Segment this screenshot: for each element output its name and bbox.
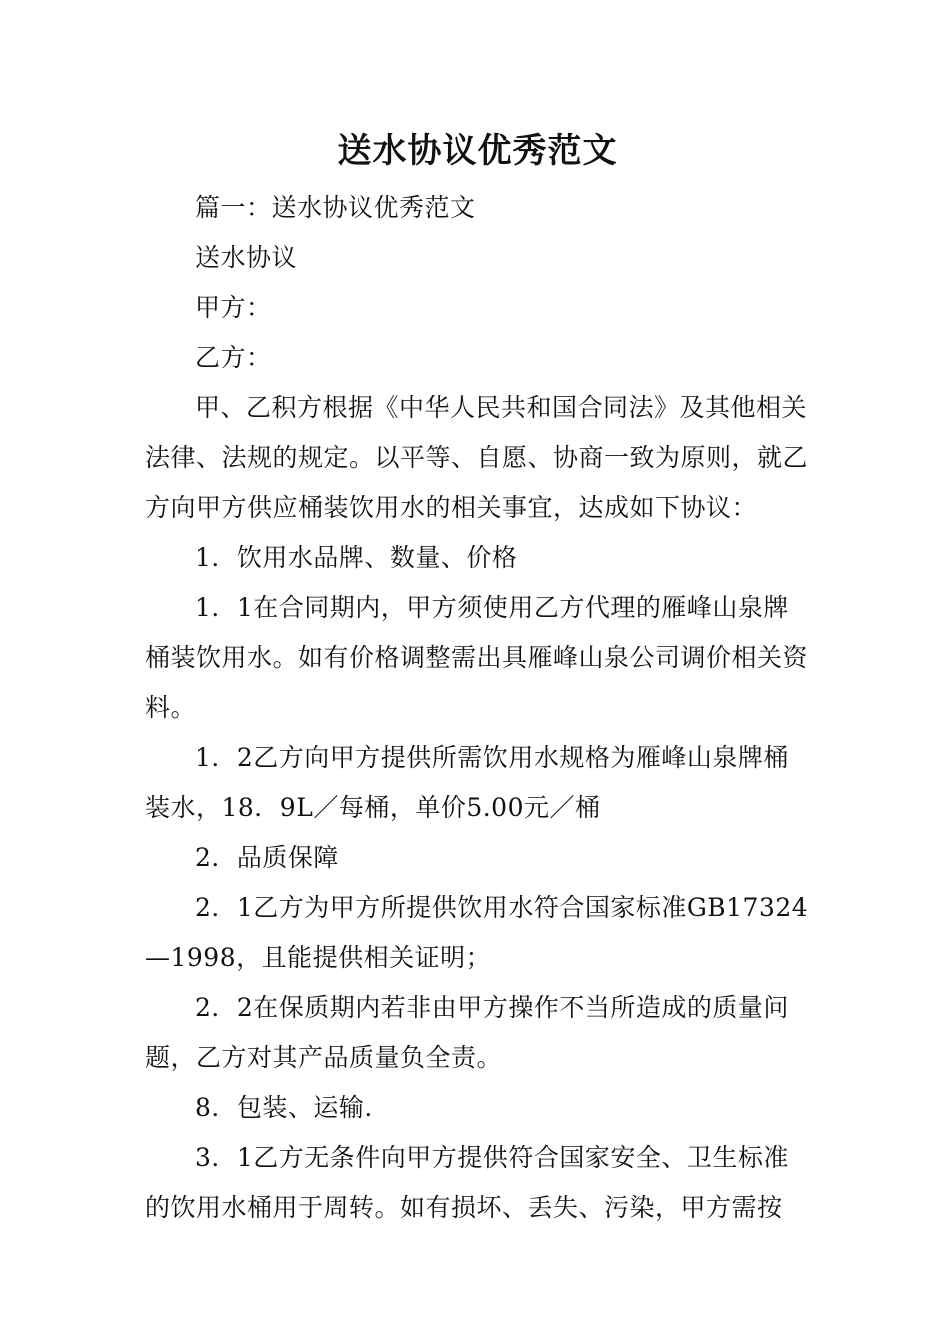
- paragraph-clause-3-1: 3．1乙方无条件向甲方提供符合国家安全、卫生标准的饮用水桶用于周转。如有损坏、丢失、污染，甲方需按: [145, 1143, 789, 1222]
- paragraph-clause-2-1: 2．1乙方为甲方所提供饮用水符合国家标准GB17324—1998，且能提供相关证明；: [145, 893, 809, 972]
- paragraph-party-a: 甲方：: [195, 293, 272, 322]
- paragraph-party-b: 乙方：: [195, 343, 272, 372]
- document-page: [145, 125, 810, 1233]
- paragraph-clause-1-2: 1．2乙方向甲方提供所需饮用水规格为雁峰山泉牌桶装水，18．9L／每桶，单价5.00元／桶: [145, 743, 789, 822]
- paragraph-section-heading: 篇一：送水协议优秀范文: [195, 193, 476, 222]
- paragraph-clause-1: 1．饮用水品牌、数量、价格: [195, 543, 518, 572]
- paragraph-clause-2: 2．品质保障: [195, 843, 339, 872]
- paragraph-clause-3: 8．包装、运输.: [195, 1093, 373, 1122]
- paragraph-clause-2-2: 2．2在保质期内若非由甲方操作不当所造成的质量问题，乙方对其产品质量负全责。: [145, 993, 789, 1072]
- paragraph-agreement-name: 送水协议: [195, 243, 298, 272]
- paragraph-preamble: 甲、乙积方根据《中华人民共和国合同法》及其他相关法律、法规的规定。以平等、自愿、协商一致为原则，就乙方向甲方供应桶装饮用水的相关事宜，达成如下协议：: [145, 393, 809, 522]
- paragraph-clause-1-1: 1．1在合同期内，甲方须使用乙方代理的雁峰山泉牌桶装饮用水。如有价格调整需出具雁峰山泉公司调价相关资料。: [145, 593, 809, 722]
- document-title: 送水协议优秀范文: [337, 131, 618, 171]
